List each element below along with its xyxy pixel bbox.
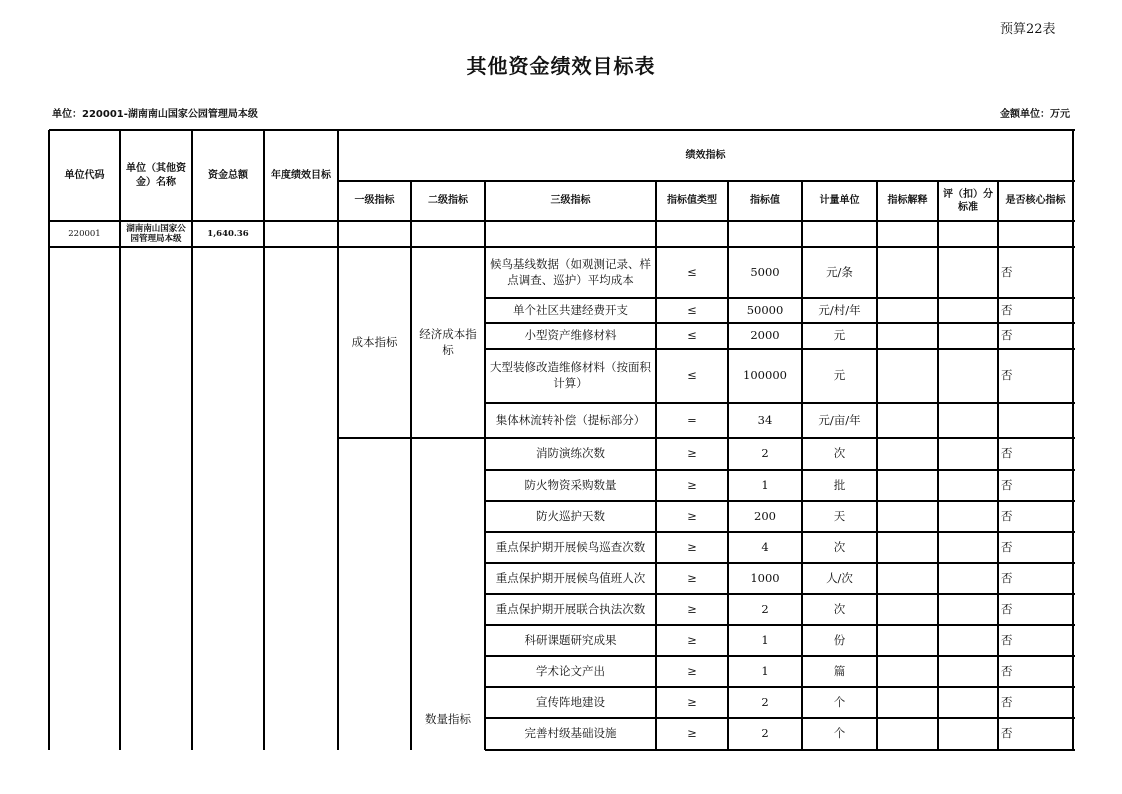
grid-line: [485, 348, 1075, 350]
grid-line: [485, 686, 1075, 688]
indicator-scoring: [938, 625, 998, 656]
grid-line: [338, 180, 1075, 182]
indicator-level3: 集体林流转补偿（提标部分）: [495, 412, 646, 427]
group-level1-output: [338, 438, 411, 750]
indicator-value-type: ≤: [687, 328, 697, 343]
amount-unit-label: 金额单位：万元: [1000, 109, 1070, 120]
indicator-scoring: [938, 563, 998, 594]
indicator-is-core: 否: [1001, 726, 1013, 741]
col-header-performance-indicators: 绩效指标: [685, 149, 726, 161]
group-level2-economic-cost: 经济成本指标: [419, 326, 477, 357]
indicator-value: 50000: [746, 302, 784, 317]
grid-line: [410, 180, 412, 750]
indicator-explanation: [877, 594, 938, 625]
grid-line: [485, 469, 1075, 471]
indicator-scoring: [938, 656, 998, 687]
grid-line: [876, 180, 878, 750]
grid-line: [485, 500, 1075, 502]
indicator-scoring: [938, 298, 998, 323]
grid-line: [263, 130, 265, 750]
indicator-value-type: ≤: [687, 368, 697, 383]
grid-line: [484, 180, 486, 750]
indicator-is-core: 否: [1001, 601, 1013, 616]
indicator-measure-unit: 元/村/年: [818, 302, 861, 317]
indicator-is-core: [998, 403, 1073, 438]
page-title: 其他资金绩效目标表: [466, 54, 656, 78]
grid-line: [485, 749, 1075, 751]
grid-line: [48, 130, 50, 750]
indicator-measure-unit: 个: [833, 726, 846, 741]
indicator-level3: 重点保护期开展候鸟巡查次数: [495, 539, 646, 554]
indicator-explanation: [877, 323, 938, 349]
summary-unit-name: 湖南南山国家公园管理局本级: [126, 223, 186, 244]
col-header-unit-name: 单位（其他资金）名称: [126, 163, 186, 188]
indicator-is-core: 否: [1001, 694, 1013, 709]
indicator-explanation: [877, 349, 938, 403]
unit-label: 单位：220001-湖南南山国家公园管理局本级: [52, 109, 258, 120]
grid-line: [485, 593, 1075, 595]
performance-target-table: [49, 130, 1073, 750]
indicator-measure-unit: 次: [833, 539, 846, 554]
grid-line: [485, 624, 1075, 626]
summary-total-funds: 1,640.36: [207, 228, 249, 239]
indicator-value-type: ≥: [687, 632, 697, 647]
indicator-value: 2: [761, 601, 769, 616]
group-level2-quantity: 数量指标: [425, 712, 471, 727]
grid-line: [937, 180, 939, 750]
indicator-explanation: [877, 403, 938, 438]
grid-line: [337, 130, 339, 750]
indicator-level3: 重点保护期开展候鸟值班人次: [495, 570, 646, 585]
indicator-explanation: [877, 470, 938, 501]
indicator-level3: 大型装修改造维修材料（按面积计算）: [490, 360, 651, 390]
col-header-level1: 一级指标: [354, 195, 395, 207]
col-header-measure-unit: 计量单位: [819, 195, 860, 207]
indicator-value: 2: [761, 446, 769, 461]
indicator-value: 2: [761, 694, 769, 709]
indicator-scoring: [938, 438, 998, 470]
summary-unit-code: 220001: [68, 228, 101, 239]
indicator-level3: 小型资产维修材料: [524, 328, 617, 343]
indicator-level3: 单个社区共建经费开支: [513, 302, 628, 317]
indicator-value: 100000: [743, 368, 787, 383]
col-header-level3: 三级指标: [550, 195, 591, 207]
indicator-scoring: [938, 323, 998, 349]
form-number: 预算22表: [1000, 22, 1056, 37]
indicator-measure-unit: 元/亩/年: [818, 412, 861, 427]
col-header-explanation: 指标解释: [887, 195, 928, 207]
indicator-value-type: ≥: [687, 601, 697, 616]
indicator-is-core: 否: [1001, 663, 1013, 678]
indicator-is-core: 否: [1001, 477, 1013, 492]
indicator-value-type: ≤: [687, 264, 697, 279]
indicator-scoring: [938, 532, 998, 563]
indicator-value-type: ≤: [687, 302, 697, 317]
indicator-scoring: [938, 501, 998, 532]
indicator-explanation: [877, 501, 938, 532]
indicator-is-core: 否: [1001, 328, 1013, 343]
indicator-value-type: =: [687, 412, 697, 427]
indicator-explanation: [877, 247, 938, 298]
indicator-is-core: 否: [1001, 508, 1013, 523]
indicator-explanation: [877, 656, 938, 687]
indicator-measure-unit: 次: [833, 446, 846, 461]
grid-line: [485, 437, 1075, 439]
indicator-scoring: [938, 247, 998, 298]
indicator-scoring: [938, 403, 998, 438]
indicator-is-core: 否: [1001, 264, 1013, 279]
grid-line: [485, 655, 1075, 657]
grid-line: [49, 129, 1075, 131]
indicator-scoring: [938, 349, 998, 403]
col-header-total-funds: 资金总额: [208, 169, 248, 181]
indicator-level3: 防火巡护天数: [536, 508, 605, 523]
grid-line: [485, 531, 1075, 533]
indicator-value-type: ≥: [687, 477, 697, 492]
indicator-measure-unit: 元: [833, 368, 846, 383]
indicator-level3: 重点保护期开展联合执法次数: [495, 601, 646, 616]
indicator-value: 2000: [750, 328, 780, 343]
grid-line: [49, 220, 1075, 222]
indicator-value: 1: [761, 663, 769, 678]
indicator-value: 1: [761, 477, 769, 492]
indicator-is-core: 否: [1001, 632, 1013, 647]
indicator-scoring: [938, 687, 998, 718]
indicator-is-core: 否: [1001, 302, 1013, 317]
grid-line: [997, 180, 999, 750]
indicator-value-type: ≥: [687, 539, 697, 554]
indicator-explanation: [877, 687, 938, 718]
indicator-is-core: 否: [1001, 368, 1013, 383]
summary-annual-goal: [264, 221, 338, 247]
indicator-value: 1000: [750, 570, 780, 585]
indicator-is-core: 否: [1001, 570, 1013, 585]
indicator-value: 200: [754, 508, 776, 523]
indicator-level3: 学术论文产出: [536, 663, 605, 678]
indicator-explanation: [877, 532, 938, 563]
indicator-is-core: 否: [1001, 539, 1013, 554]
indicator-scoring: [938, 718, 998, 750]
indicator-value: 5000: [750, 264, 780, 279]
indicator-value: 2: [761, 726, 769, 741]
indicator-level3: 防火物资采购数量: [524, 477, 617, 492]
indicator-measure-unit: 份: [833, 632, 846, 647]
indicator-scoring: [938, 470, 998, 501]
indicator-measure-unit: 次: [833, 601, 846, 616]
grid-line: [485, 717, 1075, 719]
indicator-value: 4: [761, 539, 769, 554]
indicator-value-type: ≥: [687, 694, 697, 709]
indicator-scoring: [938, 594, 998, 625]
indicator-measure-unit: 元: [833, 328, 846, 343]
col-header-annual-goal: 年度绩效目标: [271, 169, 331, 181]
col-header-unit-code: 单位代码: [64, 169, 105, 181]
indicator-value-type: ≥: [687, 726, 697, 741]
indicator-is-core: 否: [1001, 446, 1013, 461]
indicator-value-type: ≥: [687, 446, 697, 461]
grid-line: [485, 562, 1075, 564]
grid-line: [49, 246, 1075, 248]
grid-line: [655, 180, 657, 750]
indicator-level3: 消防演练次数: [536, 446, 605, 461]
indicator-measure-unit: 人/次: [826, 570, 853, 585]
indicator-value-type: ≥: [687, 663, 697, 678]
grid-line: [801, 180, 803, 750]
col-header-level2: 二级指标: [428, 195, 468, 207]
grid-line: [727, 180, 729, 750]
indicator-explanation: [877, 718, 938, 750]
grid-line: [191, 130, 193, 750]
indicator-value: 34: [757, 412, 773, 427]
col-header-value-type: 指标值类型: [667, 195, 717, 207]
indicator-level3: 完善村级基础设施: [524, 726, 617, 741]
indicator-measure-unit: 天: [833, 508, 846, 523]
grid-line: [485, 322, 1075, 324]
indicator-explanation: [877, 298, 938, 323]
indicator-value-type: ≥: [687, 570, 697, 585]
col-header-is-core: 是否核心指标: [1005, 195, 1066, 207]
group-level1-cost: 成本指标: [351, 334, 398, 349]
indicator-measure-unit: 批: [833, 477, 846, 492]
grid-line: [485, 402, 1075, 404]
indicator-explanation: [877, 563, 938, 594]
indicator-measure-unit: 篇: [833, 663, 846, 678]
col-header-value: 指标值: [750, 195, 780, 207]
indicator-value: 1: [761, 632, 769, 647]
indicator-explanation: [877, 438, 938, 470]
indicator-measure-unit: 元/条: [826, 264, 853, 279]
indicator-level3: 候鸟基线数据（如观测记录、样点调查、巡护）平均成本: [490, 256, 651, 287]
indicator-level3: 宣传阵地建设: [536, 694, 605, 709]
grid-line: [485, 297, 1075, 299]
indicator-explanation: [877, 625, 938, 656]
col-header-scoring: 评（扣）分标准: [943, 188, 993, 213]
indicator-value-type: ≥: [687, 508, 697, 523]
indicator-level3: 科研课题研究成果: [524, 632, 617, 647]
grid-line: [119, 130, 121, 750]
grid-line: [1072, 130, 1074, 750]
indicator-measure-unit: 个: [833, 694, 846, 709]
